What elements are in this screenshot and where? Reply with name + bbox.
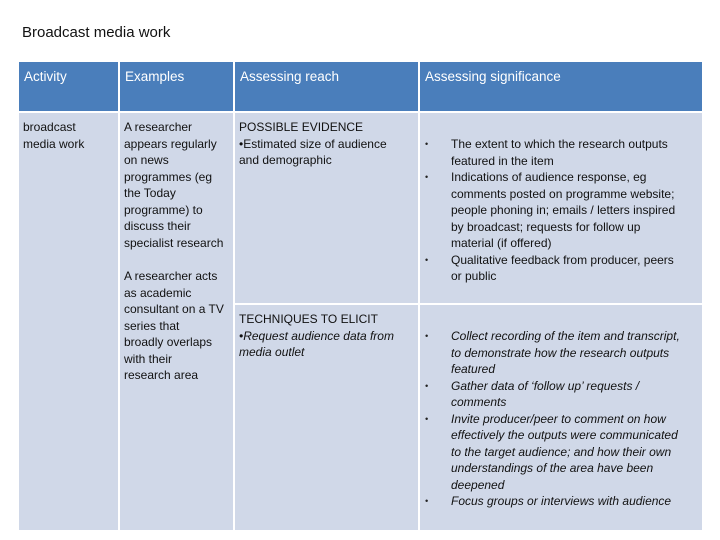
significance-techniques-cell (420, 305, 702, 530)
significance-evidence-item: • Indications of audience response, eg comments posted on programme website; people phoning in; emails / letters inspired by broadcast; requests for follow up material (if offered) (424, 169, 698, 252)
reach-evidence-cell (235, 113, 418, 303)
activity-cell: broadcast media work (19, 113, 118, 530)
header-assessing-reach: Assessing reach (235, 62, 418, 111)
page-title: Broadcast media work (22, 24, 171, 41)
header-assessing-significance: Assessing significance (420, 62, 702, 111)
examples-cell (120, 113, 233, 530)
significance-technique-item: • Focus groups or interviews with audience (424, 493, 698, 510)
reach-techniques-cell (235, 305, 418, 530)
significance-technique-item: • Collect recording of the item and transcript, to demonstrate how the research outputs featured (424, 328, 698, 378)
example-academic-consultant: A researcher acts as academic consultant on a TV series that broadly overlaps with their research area (124, 269, 224, 382)
header-activity: Activity (19, 62, 118, 111)
significance-evidence-cell (420, 113, 702, 303)
evidence-heading: POSSIBLE EVIDENCE (239, 120, 364, 134)
header-examples: Examples (120, 62, 233, 111)
example-regular-appearance: A researcher appears regularly on news programmes (eg the Today programme) to discuss their specialist research (124, 120, 224, 250)
significance-evidence-item: • The extent to which the research outputs featured in the item (424, 136, 698, 169)
techniques-heading: TECHNIQUES TO ELICIT (239, 312, 378, 326)
significance-evidence-item: • Qualitative feedback from producer, peers or public (424, 252, 698, 285)
significance-technique-item: • Gather data of ‘follow up’ requests / comments (424, 378, 698, 411)
significance-technique-item: • Invite producer/peer to comment on how effectively the outputs were communicated to the target audience; and how their own understandings of the area have been deepened (424, 411, 698, 494)
evidence-text: •Estimated size of audience and demographic (239, 136, 387, 167)
techniques-text: •Request audience data from media outlet (239, 328, 394, 359)
